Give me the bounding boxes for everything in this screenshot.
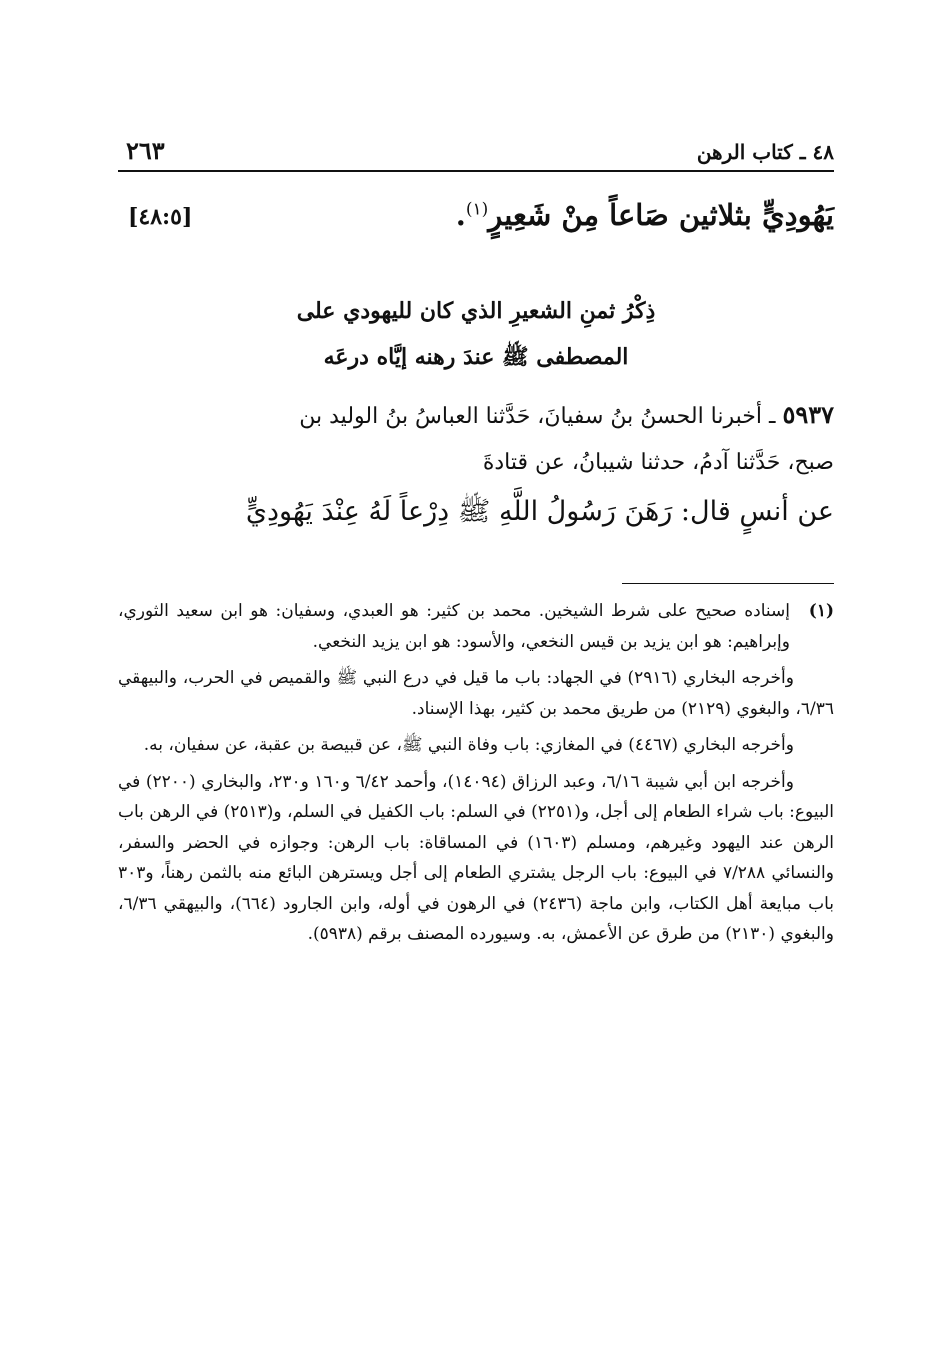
hadith-ending-text — [456, 198, 834, 232]
footnote-paragraph-3: وأخرجه البخاري (٤٤٦٧) في المغازي: باب وفاة النبي ﷺ، عن قبيصة بن عقبة، عن سفيان، به. — [143, 735, 794, 755]
header-divider — [118, 170, 834, 172]
section-heading-line-1: ذِكْرُ ثمنِ الشعيرِ الذي كان لليهودي على — [296, 298, 656, 324]
hadith-ending-words: يَهُودِيٍّ بثلاثين صَاعاً مِنْ شَعِيرٍ — [488, 198, 834, 232]
hadith-ending — [118, 198, 834, 248]
section-heading — [118, 288, 834, 380]
footnote-paragraph-1: إسناده صحيح على شرط الشيخين. محمد بن كثير: هو العبدي، وسفيان: هو ابن سعيد الثوري، وإبراهيم: هو ابن يزيد بن قيس النخعي، والأسود: هو ابن يزيد النخعي. — [118, 601, 790, 652]
footnote-reference[interactable]: (١) — [465, 199, 489, 220]
footnotes — [118, 596, 834, 956]
footnote-paragraph-2: وأخرجه البخاري (٢٩١٦) في الجهاد: باب ما قيل في درع النبي ﷺ والقميص في الحرب، والبيهقي ٦/٣٦، والبغوي (٢١٢٩) من طريق محمد بن كثير، بهذا الإسناد. — [118, 668, 834, 719]
footnote-paragraph-4: وأخرجه ابن أبي شيبة ٦/١٦، وعبد الرزاق (١٤٠٩٤)، وأحمد ٦/٤٢ و١٦٠ و٢٣٠، والبخاري (٢٢٠٠) في البيوع: باب شراء الطعام إلى أجل، و(٢٢٥١) في السلم: باب الكفيل في السلم، و(٢٥١٣) في الرهن باب الرهن عند اليهود وغيرهم، ومسلم (١٦٠٣) في المساقاة: باب الرهن: وجوازه في الحضر والسفر، والنسائي ٧/٢٨٨ في البيوع: باب الرجل يشتري الطعام إلى أجل ويسترهن البائع منه بالثمن رهناً، و٣٠٣ باب مبايعة أهل الكتاب، وابن ماجة (٢٤٣٦) في الرهون في أوله، وابن الجارود (٦٦٤)، والبيهقي ٦/٣٦، والبغوي (٢١٣٠) من طرق عن الأعمش، به. وسيورده المصنف برقم (٥٩٣٨). — [117, 771, 835, 944]
section-heading-line-2: المصطفى ﷺ عندَ رهنه إيَّاه درعَه — [323, 344, 629, 370]
footnote-1 — [118, 596, 834, 657]
page-number: ٢٦٣ — [126, 136, 165, 165]
running-header — [118, 136, 834, 170]
reference-code: [٤٨:٥] — [128, 204, 193, 230]
isnad-line-1 — [118, 392, 834, 440]
isnad-line-2: صبح، حَدَّثنا آدمُ، حدثنا شيبانُ، عن قتادةَ — [482, 450, 834, 475]
hadith-isnad — [118, 392, 834, 486]
footnote-marker: (١) — [808, 601, 834, 621]
isnad-text-1: ـ أخبرنا الحسنُ بنُ سفيانَ، حَدَّثنا العباسُ بنُ الوليد بن — [299, 404, 776, 429]
footnote-separator — [622, 583, 834, 584]
hadith-number: ٥٩٣٧ — [782, 400, 834, 429]
hadith-ending-period: . — [455, 198, 466, 232]
book-page — [118, 0, 834, 1370]
chapter-title: ٤٨ ـ كتاب الرهن — [696, 140, 834, 164]
hadith-matn-start: عن أنسٍ قال: رَهَنَ رَسُولُ اللَّهِ ﷺ دِرْعاً لَهُ عِنْدَ يَهُودِيٍّ — [245, 496, 834, 527]
